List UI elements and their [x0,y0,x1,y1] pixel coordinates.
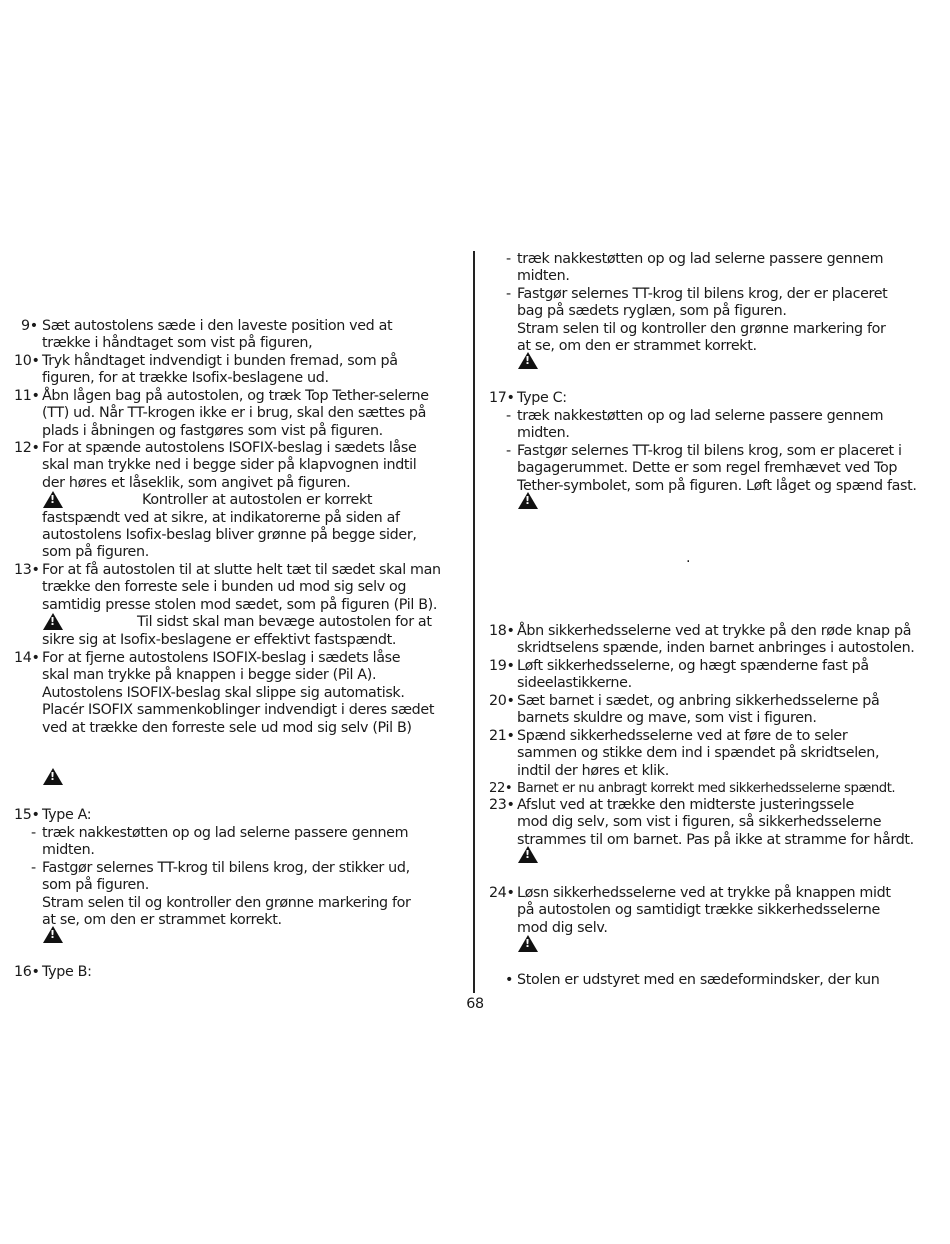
item-10-number: 10• [14,353,40,369]
warning-icon [43,613,63,630]
text-line: Afslut ved at trække den midterste justeringssele [517,797,854,813]
text-line: Til sidst skal man bevæge autostolen for at [137,614,432,631]
item-10-text [42,353,398,388]
text-line: træk nakkestøtten op og lad selerne passere gennem [42,825,409,841]
text-line: skal man trykke på knappen i begge sider (Pil A). [42,667,377,684]
text-line: For at fjerne autostolens ISOFIX-beslag i sædets låse [42,650,401,666]
column-divider [473,251,475,993]
warning-icon [518,492,538,509]
item-12-number: 12• [14,440,40,456]
item-15-dash-2 [42,860,411,930]
text-line: Løft sikkerhedsselerne, og hægt spænderne fast på [517,658,869,674]
text-line: Åbn sikkerhedsselerne ved at trykke på den røde knap på [517,623,912,639]
text-line: at se, om den er strammet korrekt. [517,338,757,355]
text-line: skal man trykke ned i begge sider på klapvognen indtil [42,457,417,474]
item-14-number: 14• [14,650,40,666]
item-19-text [517,658,869,693]
item-23-text [517,797,914,849]
text-line: trække i håndtaget som vist på figuren, [42,335,313,352]
text-line: træk nakkestøtten op og lad selerne passere gennem [517,408,884,424]
item-18-text [517,623,914,658]
item-20-text [517,693,879,728]
text-line: midten. [517,425,570,442]
warning-icon [518,352,538,369]
item-15-dash-1 [42,825,408,860]
text-line: Autostolens ISOFIX-beslag skal slippe sig automatisk. [42,684,405,701]
text-line: bagagerummet. Dette er som regel fremhævet ved Top [517,460,898,477]
text-line: på autostolen og samtidigt trække sikkerhedsselerne [517,902,880,919]
text-line: Stram selen til og kontroller den grønne markering for [517,320,886,337]
text-line: mod dig selv. [517,919,608,936]
item-15-number: 15• [14,807,40,823]
text-line: Barnet er nu anbragt korrekt med sikkerhedsselerne spændt. [517,781,896,796]
text-line: som på figuren. [42,544,149,561]
stray-dot: . [686,550,691,566]
type-b-dash-1 [517,251,883,286]
item-12-text [42,440,417,562]
warning-icon [43,926,63,943]
item-22-text [517,780,895,797]
text-line: træk nakkestøtten op og lad selerne passere gennem [517,251,884,267]
text-line: at se, om den er strammet korrekt. [42,912,282,929]
page-number: 68 [466,996,484,1012]
item-17-number: 17• [489,390,515,406]
text-line: mod dig selv, som vist i figuren, så sikkerhedsselerne [517,814,882,831]
item-17-title: Type C: [517,390,567,406]
type-b-dash-2 [517,286,887,356]
item-13-number: 13• [14,562,40,578]
warning-icon [43,768,63,785]
text-line: sideelastikkerne. [517,675,632,692]
text-line: figuren, for at trække Isofix-beslagene ud. [42,370,329,387]
text-line: Kontroller at autostolen er korrekt [142,492,373,509]
item-23-number: 23• [489,797,515,813]
item-18-number: 18• [489,623,515,639]
dash-bullet: - [506,408,511,424]
text-line: Sæt barnet i sædet, og anbring sikkerhedsselerne på [517,693,880,709]
dash-bullet: - [506,251,511,267]
item-24-number: 24• [489,885,515,901]
item-17-dash-1 [517,408,883,443]
text-line: Åbn lågen bag på autostolen, og træk Top Tether-selerne [42,388,429,404]
item-21-number: 21• [489,728,515,744]
text-line: barnets skuldre og mave, som vist i figuren. [517,710,817,727]
text-line: Fastgør selernes TT-krog til bilens krog, der stikker ud, [42,860,410,876]
item-17-dash-2 [517,443,917,495]
text-line: Løsn sikkerhedsselerne ved at trykke på knappen midt [517,885,891,901]
text-line: Tryk håndtaget indvendigt i bunden fremad, som på [42,353,398,369]
item-24-text [517,885,891,937]
item-16-title: Type B: [42,964,92,980]
text-line: Fastgør selernes TT-krog til bilens krog, som er placeret i [517,443,902,459]
text-line: sikre sig at Isofix-beslagene er effektivt fastspændt. [42,631,397,648]
dash-bullet: - [506,443,511,459]
text-line: Fastgør selernes TT-krog til bilens krog, der er placeret [517,286,888,302]
text-line: indtil der høres et klik. [517,762,669,779]
item-15-title: Type A: [42,807,92,823]
text-line: (TT) ud. Når TT-krogen ikke er i brug, skal den sættes på [42,405,427,422]
warning-icon [518,935,538,952]
item-13-text [42,562,441,649]
text-line: sammen og stikke dem ind i spændet på skridtselen, [517,745,880,762]
text-line: For at spænde autostolens ISOFIX-beslag i sædets låse [42,440,417,456]
dash-bullet: - [31,860,36,876]
item-14-text [42,650,434,737]
item-11-text [42,388,429,440]
text-line: bag på sædets ryglæn, som på figuren. [517,303,787,320]
item-21-text [517,728,879,780]
item-9-text [42,318,392,353]
text-line: Placér ISOFIX sammenkoblinger indvendigt i deres sædet [42,702,435,719]
item-19-number: 19• [489,658,515,674]
warning-icon [43,491,63,508]
item-9-number: 9• [21,318,38,334]
dash-bullet: - [31,825,36,841]
text-line: For at få autostolen til at slutte helt tæt til sædet skal man [42,562,441,578]
text-line: Tether-symbolet, som på figuren. Løft låget og spænd fast. [517,477,917,494]
bullet-text [517,972,879,989]
bullet-marker: • [505,972,514,988]
text-line: midten. [517,268,570,285]
text-line: Spænd sikkerhedsselerne ved at føre de to seler [517,728,848,744]
text-line: fastspændt ved at sikre, at indikatorerne på siden af [42,509,400,526]
item-22-number: 22• [489,781,513,796]
text-line: trække den forreste sele i bunden ud mod sig selv og [42,579,407,596]
text-line: som på figuren. [42,877,149,894]
text-line: der høres et låseklik, som angivet på figuren. [42,474,351,491]
text-line: skridtselens spænde, inden barnet anbringes i autostolen. [517,640,915,657]
warning-icon [518,846,538,863]
item-16-number: 16• [14,964,40,980]
text-line: strammes til om barnet. Pas på ikke at stramme for hårdt. [517,831,914,848]
dash-bullet: - [506,286,511,302]
text-line: samtidig presse stolen mod sædet, som på figuren (Pil B). [42,596,438,613]
text-line: midten. [42,842,95,859]
text-line: Sæt autostolens sæde i den laveste position ved at [42,318,393,334]
text-line: Stram selen til og kontroller den grønne markering for [42,894,411,911]
text-line: plads i åbningen og fastgøres som vist på figuren. [42,422,383,439]
text-line: Stolen er udstyret med en sædeformindsker, der kun [517,972,880,988]
text-line: ved at trække den forreste sele ud mod sig selv (Pil B) [42,719,412,736]
item-20-number: 20• [489,693,515,709]
text-line: autostolens Isofix-beslag bliver grønne på begge sider, [42,526,417,543]
item-11-number: 11• [14,388,40,404]
